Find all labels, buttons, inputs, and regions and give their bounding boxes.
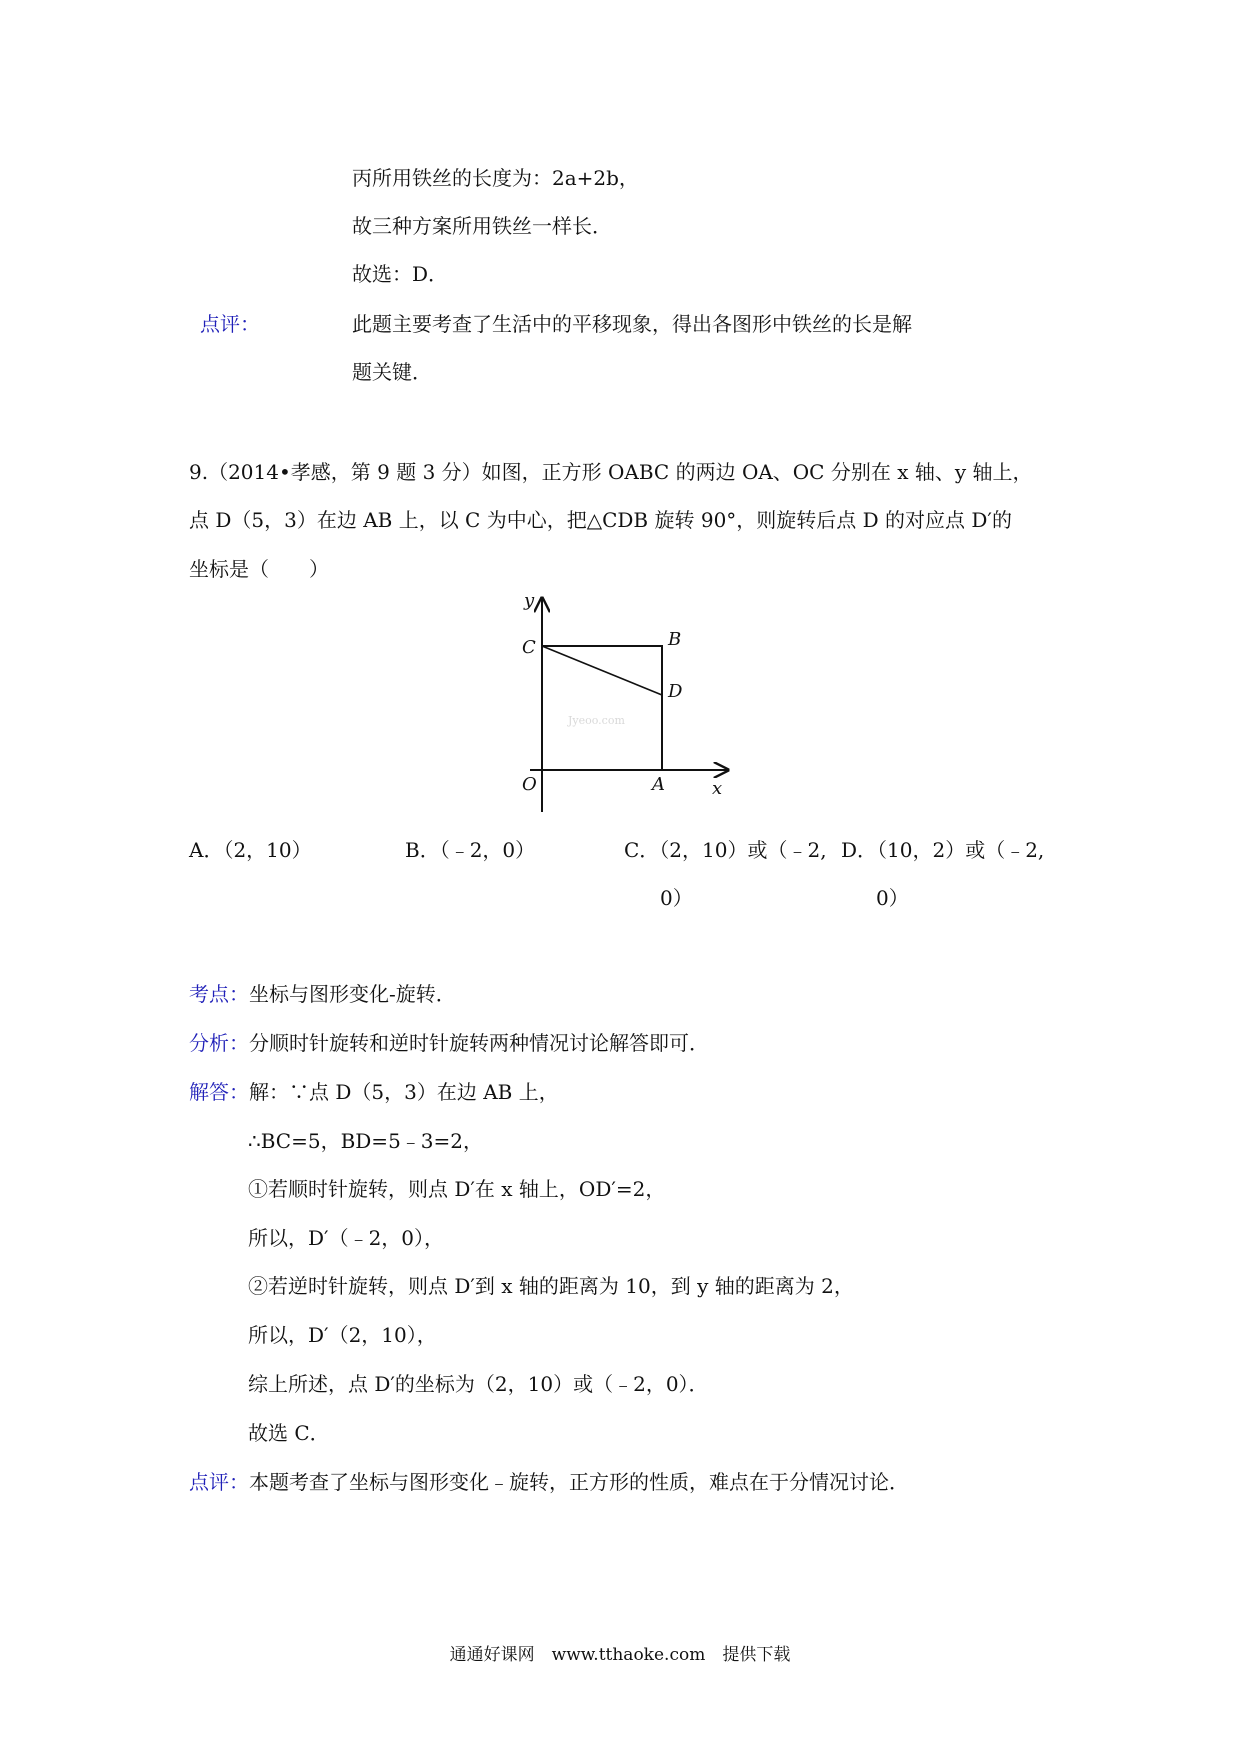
solution-line: ①若顺时针旋转，则点 D′在 x 轴上，OD′=2， <box>248 1177 666 1201</box>
fenxi-text: 分顺时针旋转和逆时针旋转两种情况讨论解答即可． <box>249 1031 709 1055</box>
label-a: A <box>652 774 665 795</box>
dianping-text: 本题考查了坐标与图形变化﹣旋转，正方形的性质，难点在于分情况讨论． <box>249 1470 909 1494</box>
comment-label: 点评： <box>200 312 260 336</box>
segment-cd <box>542 646 662 695</box>
label-y: y <box>524 590 535 611</box>
fenxi-row <box>189 1031 709 1055</box>
question-line: 点 D（5，3）在边 AB 上，以 C 为中心，把△CDB 旋转 90°，则旋转后点 D 的对应点 D′的 <box>189 508 1012 532</box>
label-x: x <box>712 778 723 799</box>
solution-line: ∴BC=5，BD=5﹣3=2， <box>248 1129 483 1153</box>
comment-text: 此题主要考查了生活中的平移现象，得出各图形中铁丝的长是解 <box>352 312 912 336</box>
option-d-cont: 0） <box>876 886 909 910</box>
jieda-row <box>189 1080 559 1104</box>
kaodian-label: 考点： <box>189 982 249 1006</box>
fenxi-label: 分析： <box>189 1031 249 1055</box>
solution-line: 故选 C． <box>248 1421 330 1445</box>
comment-text: 题关键． <box>352 360 432 384</box>
label-o: O <box>522 774 537 795</box>
label-c: C <box>522 637 536 658</box>
solution-line: 综上所述，点 D′的坐标为（2，10）或（﹣2，0）． <box>248 1372 709 1396</box>
solution-line: 所以，D′（﹣2，0）， <box>248 1226 445 1250</box>
label-b: B <box>668 629 682 650</box>
jieda-label: 解答： <box>189 1080 249 1104</box>
solution-line: ②若逆时针旋转，则点 D′到 x 轴的距离为 10，到 y 轴的距离为 2， <box>248 1274 854 1298</box>
option-d: D．（10，2）或（﹣2, <box>841 838 1045 862</box>
dianping-label: 点评： <box>189 1470 249 1494</box>
option-b: B．（﹣2，0） <box>405 838 536 862</box>
dianping-row <box>189 1470 909 1494</box>
option-c-cont: 0） <box>660 886 693 910</box>
option-c: C．（2，10）或（﹣2, <box>624 838 827 862</box>
geometry-diagram <box>510 590 740 820</box>
square-oabc <box>542 646 662 770</box>
jieda-text: 解：∵点 D（5，3）在边 AB 上， <box>249 1080 559 1104</box>
kaodian-row <box>189 982 456 1006</box>
prev-solution-line: 故选：D． <box>352 262 449 286</box>
solution-line: 所以，D′（2，10）， <box>248 1323 437 1347</box>
prev-solution-line: 故三种方案所用铁丝一样长． <box>352 214 612 238</box>
kaodian-text: 坐标与图形变化-旋转． <box>249 982 456 1006</box>
page-footer: 通通好课网 www.tthaoke.com 提供下载 <box>449 1645 791 1665</box>
prev-solution-line: 丙所用铁丝的长度为：2a+2b， <box>352 166 639 190</box>
option-a: A．（2，10） <box>189 838 312 862</box>
label-d: D <box>668 681 683 702</box>
question-line: 坐标是（ ） <box>189 557 329 581</box>
watermark: Jyeoo.com <box>568 714 625 727</box>
question-line: 9.（2014•孝感，第 9 题 3 分）如图，正方形 OABC 的两边 OA、OC 分别在 x 轴、y 轴上， <box>189 460 1033 484</box>
